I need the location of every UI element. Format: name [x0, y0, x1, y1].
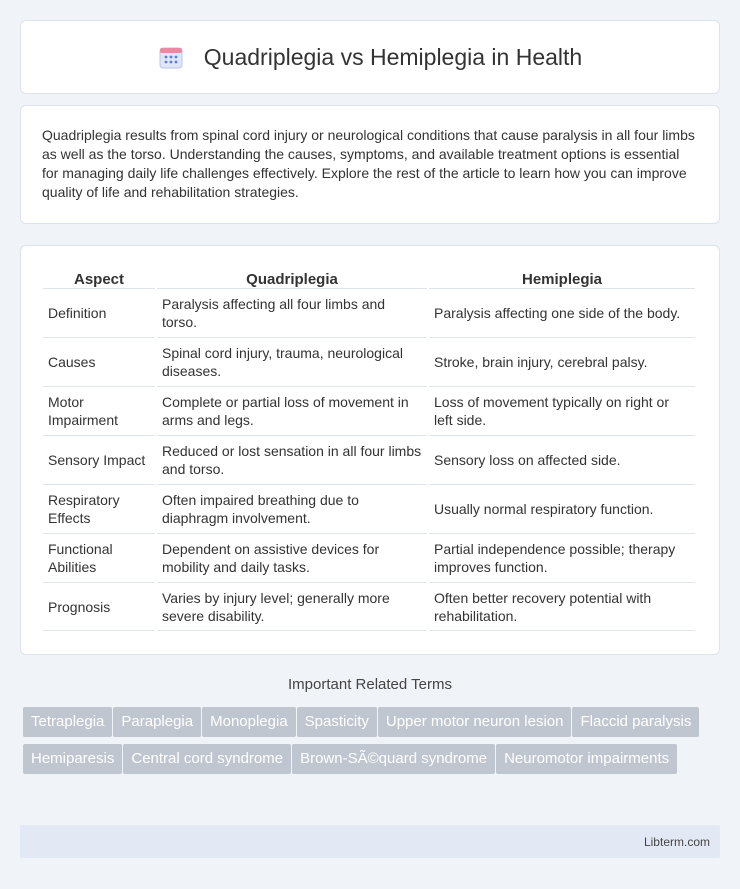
- related-term-tag[interactable]: Tetraplegia: [23, 707, 112, 737]
- calendar-grid-icon: [158, 44, 184, 70]
- aspect-cell: Sensory Impact: [43, 435, 155, 484]
- hemiplegia-cell: Often better recovery potential with rehabilitation.: [429, 582, 695, 631]
- aspect-cell: Functional Abilities: [43, 533, 155, 582]
- hemiplegia-cell: Stroke, brain injury, cerebral palsy.: [429, 337, 695, 386]
- aspect-cell: Motor Impairment: [43, 386, 155, 435]
- hemiplegia-cell: Paralysis affecting one side of the body.: [429, 288, 695, 337]
- quadriplegia-cell: Spinal cord injury, trauma, neurological diseases.: [157, 337, 427, 386]
- table-row: [43, 288, 695, 337]
- hemiplegia-cell: Sensory loss on affected side.: [429, 435, 695, 484]
- related-term-tag[interactable]: Neuromotor impairments: [496, 744, 677, 774]
- aspect-cell: Respiratory Effects: [43, 484, 155, 533]
- table-row: [43, 435, 695, 484]
- quadriplegia-cell: Dependent on assistive devices for mobility and daily tasks.: [157, 533, 427, 582]
- table-row: [43, 337, 695, 386]
- quadriplegia-cell: Often impaired breathing due to diaphragm involvement.: [157, 484, 427, 533]
- hemiplegia-cell: Usually normal respiratory function.: [429, 484, 695, 533]
- related-term-tag[interactable]: Paraplegia: [113, 707, 201, 737]
- hemiplegia-cell: Partial independence possible; therapy improves function.: [429, 533, 695, 582]
- table-row: [43, 386, 695, 435]
- related-terms-list: [23, 707, 723, 781]
- aspect-cell: Causes: [43, 337, 155, 386]
- aspect-cell: Definition: [43, 288, 155, 337]
- related-term-tag[interactable]: Monoplegia: [202, 707, 296, 737]
- related-term-tag[interactable]: Hemiparesis: [23, 744, 122, 774]
- page-title: Quadriplegia vs Hemiplegia in Health: [203, 43, 583, 70]
- comparison-table-card: [20, 245, 720, 655]
- intro-text: Quadriplegia results from spinal cord injury or neurological conditions that cause paralysis in all four limbs as well as the torso. Understanding the causes, symptoms, and available treatment options is essential for managing daily life challenges effectively. Explore the rest of the article to learn how you can improve quality of life and rehabilitation strategies.: [42, 127, 695, 200]
- quadriplegia-cell: Varies by injury level; generally more severe disability.: [157, 582, 427, 631]
- related-term-tag[interactable]: Upper motor neuron lesion: [378, 707, 572, 737]
- intro-card: [20, 105, 720, 224]
- related-term-tag[interactable]: Brown-SÃ©quard syndrome: [292, 744, 495, 774]
- aspect-cell: Prognosis: [43, 582, 155, 631]
- quadriplegia-cell: Complete or partial loss of movement in arms and legs.: [157, 386, 427, 435]
- table-row: [43, 484, 695, 533]
- column-header-aspect: Aspect: [73, 271, 125, 288]
- table-header-row: [43, 266, 695, 288]
- quadriplegia-cell: Reduced or lost sensation in all four limbs and torso.: [157, 435, 427, 484]
- column-header-quadriplegia: Quadriplegia: [246, 271, 338, 288]
- table-row: [43, 533, 695, 582]
- footer-site-link[interactable]: Libterm.com: [643, 835, 710, 849]
- related-terms-title: Important Related Terms: [288, 676, 452, 693]
- table-row: [43, 582, 695, 631]
- column-header-hemiplegia: Hemiplegia: [521, 271, 603, 288]
- hemiplegia-cell: Loss of movement typically on right or left side.: [429, 386, 695, 435]
- comparison-table: [41, 266, 697, 631]
- footer: [20, 825, 720, 858]
- header-card: [20, 20, 720, 94]
- related-term-tag[interactable]: Flaccid paralysis: [572, 707, 699, 737]
- related-term-tag[interactable]: Spasticity: [297, 707, 377, 737]
- related-term-tag[interactable]: Central cord syndrome: [123, 744, 291, 774]
- quadriplegia-cell: Paralysis affecting all four limbs and torso.: [157, 288, 427, 337]
